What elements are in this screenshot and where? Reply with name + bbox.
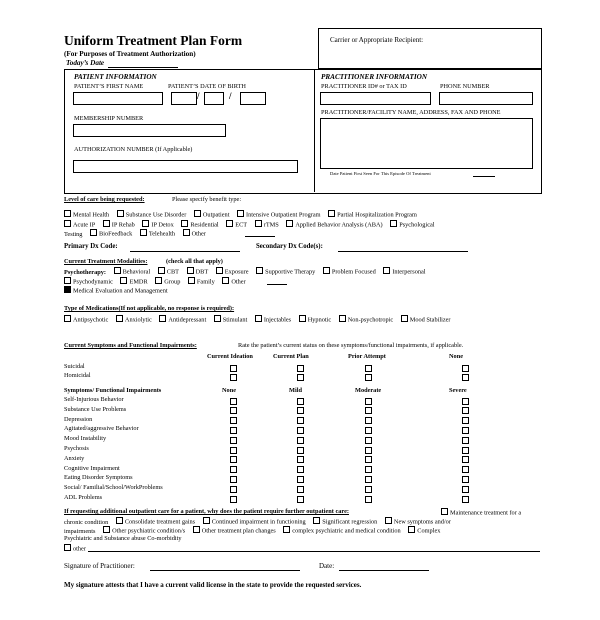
severity-checkbox[interactable] xyxy=(297,466,304,473)
checkbox[interactable] xyxy=(193,526,200,533)
severity-checkbox[interactable] xyxy=(297,496,304,503)
risk-checkbox[interactable] xyxy=(297,365,304,372)
checkbox[interactable] xyxy=(383,267,390,274)
fc-continued-impairment[interactable]: Continued impairment in functioning xyxy=(203,517,306,527)
checkbox[interactable] xyxy=(401,315,408,322)
modalities-row-1 xyxy=(64,267,432,277)
mod-problem-focused[interactable]: Problem Focused xyxy=(323,267,376,277)
loc-ip-detox[interactable]: IP Detox xyxy=(142,220,173,230)
row-homicidal: Homicidal xyxy=(64,372,91,379)
severity-checkbox[interactable] xyxy=(365,486,372,493)
mod-behavioral[interactable]: Behavioral xyxy=(114,267,151,277)
col-mild: Mild xyxy=(289,387,302,394)
col-current-plan: Current Plan xyxy=(273,353,309,360)
checkbox[interactable] xyxy=(237,210,244,217)
col-none-2: None xyxy=(222,387,236,394)
modalities-row-3 xyxy=(64,286,174,296)
severity-checkbox[interactable] xyxy=(230,398,237,405)
checkbox[interactable] xyxy=(103,220,110,227)
mod-medical-evaluation[interactable]: Medical Evaluation and Management xyxy=(64,286,168,296)
severity-checkbox[interactable] xyxy=(230,496,237,503)
practitioner-id-field[interactable] xyxy=(320,92,431,105)
symptom-row-label: Social/ Familial/School/WorkProblems xyxy=(64,484,163,492)
severity-checkbox[interactable] xyxy=(365,476,372,483)
checkbox[interactable] xyxy=(323,267,330,274)
medications-heading: Type of Medications(If not applicable, no response is required): xyxy=(64,305,235,312)
mod-interpersonal[interactable]: Interpersonal xyxy=(383,267,425,277)
level-of-care-instruction: Please specify benefit type: xyxy=(172,196,242,203)
secondary-dx-label: Secondary Dx Code(s): xyxy=(256,243,323,250)
patient-heading: PATIENT INFORMATION xyxy=(74,73,157,81)
mod-group[interactable]: Group xyxy=(155,277,180,287)
authorization-label: AUTHORIZATION NUMBER (If Applicable) xyxy=(74,146,193,153)
dob-year-field[interactable] xyxy=(240,92,266,105)
severity-checkbox[interactable] xyxy=(230,417,237,424)
severity-checkbox[interactable] xyxy=(230,447,237,454)
severity-checkbox[interactable] xyxy=(297,476,304,483)
loc-partial-hospitalization[interactable]: Partial Hospitalization Program xyxy=(328,210,417,220)
mod-exposure[interactable]: Exposure xyxy=(216,267,249,277)
severity-checkbox[interactable] xyxy=(297,398,304,405)
severity-checkbox[interactable] xyxy=(462,466,469,473)
severity-checkbox[interactable] xyxy=(365,407,372,414)
carrier-label: Carrier or Appropriate Recipient: xyxy=(330,36,424,44)
loc-aba[interactable]: Applied Behavior Analysis (ABA) xyxy=(286,220,382,230)
severity-checkbox[interactable] xyxy=(462,407,469,414)
facility-label: PRACTITIONER/FACILITY NAME, ADDRESS, FAX AND PHONE xyxy=(321,109,501,116)
symptom-row-label: Eating Disorder Symptoms xyxy=(64,474,133,482)
patient-first-name-label: PATIENT’S FIRST NAME xyxy=(74,83,144,90)
checkbox[interactable] xyxy=(328,210,335,217)
severity-checkbox[interactable] xyxy=(365,456,372,463)
risk-checkbox[interactable] xyxy=(462,365,469,372)
further-care-other-line[interactable] xyxy=(88,551,540,552)
checkbox[interactable] xyxy=(158,267,165,274)
checkbox[interactable] xyxy=(255,220,262,227)
loc-telehealth[interactable]: Telehealth xyxy=(140,229,175,239)
loc-intensive-outpatient[interactable]: Intensive Outpatient Program xyxy=(237,210,321,220)
mod-other[interactable]: Other xyxy=(222,277,245,287)
symptom-row-label: ADL Problems xyxy=(64,494,103,501)
col-moderate: Moderate xyxy=(355,387,382,394)
level-of-care-row-3 xyxy=(64,229,212,239)
checkbox[interactable] xyxy=(188,277,195,284)
loc-other[interactable]: Other xyxy=(183,229,206,239)
loc-rtms[interactable]: rTMS xyxy=(255,220,279,230)
severity-checkbox[interactable] xyxy=(462,476,469,483)
severity-checkbox[interactable] xyxy=(230,486,237,493)
col-current-ideation: Current Ideation xyxy=(207,353,253,360)
severity-checkbox[interactable] xyxy=(297,417,304,424)
severity-checkbox[interactable] xyxy=(462,486,469,493)
checkbox[interactable] xyxy=(116,517,123,524)
phone-field[interactable] xyxy=(439,92,533,105)
maintenance-item[interactable]: Maintenance treatment for a xyxy=(441,508,521,518)
mod-other-line[interactable] xyxy=(267,284,287,285)
severity-checkbox[interactable] xyxy=(365,437,372,444)
fc-complex-medical[interactable]: complex psychiatric and medical condition xyxy=(283,526,400,536)
checkbox[interactable] xyxy=(159,315,166,322)
severity-checkbox[interactable] xyxy=(230,476,237,483)
fc-other-psychiatric[interactable]: Other psychiatric condition/s xyxy=(103,526,185,536)
severity-checkbox[interactable] xyxy=(297,456,304,463)
mod-dbt[interactable]: DBT xyxy=(187,267,209,277)
severity-checkbox[interactable] xyxy=(297,447,304,454)
checkbox[interactable] xyxy=(226,220,233,227)
checkbox[interactable] xyxy=(313,517,320,524)
checkbox[interactable] xyxy=(140,229,147,236)
authorization-field[interactable] xyxy=(73,160,298,173)
severity-checkbox[interactable] xyxy=(365,447,372,454)
symptom-row-label: Substance Use Problems xyxy=(64,405,127,413)
psychotherapy-label: Psychotherapy: xyxy=(64,268,106,276)
severity-checkbox[interactable] xyxy=(230,437,237,444)
loc-ect[interactable]: ECT xyxy=(226,220,247,230)
modalities-note: (check all that apply) xyxy=(166,258,223,265)
mod-emdr[interactable]: EMDR xyxy=(120,277,147,287)
checkbox[interactable] xyxy=(255,315,262,322)
loc-other-line[interactable] xyxy=(245,236,275,237)
mod-psychodynamic[interactable]: Psychodynamic xyxy=(64,277,113,287)
med-stimulant[interactable]: Stimulant xyxy=(214,315,248,325)
level-of-care-heading: Level of care being requested: xyxy=(64,196,145,203)
checkbox[interactable] xyxy=(117,210,124,217)
todays-date-line[interactable] xyxy=(108,67,178,68)
fc-impairments: impairments xyxy=(64,527,96,535)
symptom-row-label: Psychosis xyxy=(64,445,89,452)
severity-checkbox[interactable] xyxy=(230,407,237,414)
symptom-row-label: Self-Injurious Behavior xyxy=(64,396,124,403)
risk-checkbox[interactable] xyxy=(365,374,372,381)
med-non-psychotropic[interactable]: Non-psychotropic xyxy=(339,315,393,325)
info-divider xyxy=(314,70,315,192)
med-antipsychotic[interactable]: Antipsychotic xyxy=(64,315,108,325)
signature-attestation: My signature attests that I have a current valid license in the state to provide the requested services. xyxy=(64,581,362,589)
col-prior-attempt: Prior Attempt xyxy=(348,353,386,360)
loc-residential[interactable]: Residential xyxy=(181,220,218,230)
loc-ip-rehab[interactable]: IP Rehab xyxy=(103,220,135,230)
checkbox[interactable] xyxy=(64,277,71,284)
checkbox[interactable] xyxy=(299,315,306,322)
checkbox[interactable] xyxy=(408,526,415,533)
loc-testing: Testing xyxy=(64,230,83,238)
severity-checkbox[interactable] xyxy=(365,417,372,424)
checkbox[interactable] xyxy=(114,267,121,274)
signature-label: Signature of Practitioner: xyxy=(64,562,135,570)
facility-field[interactable] xyxy=(320,118,533,169)
severity-checkbox[interactable] xyxy=(365,496,372,503)
severity-checkbox[interactable] xyxy=(297,407,304,414)
checkbox[interactable] xyxy=(64,544,71,551)
severity-checkbox[interactable] xyxy=(365,427,372,434)
loc-mental-health[interactable]: Mental Health xyxy=(64,210,109,220)
med-hypnotic[interactable]: Hypnotic xyxy=(299,315,331,325)
date-first-seen-label: Date Patient First Seen For This Episode Of Treatment xyxy=(330,171,431,176)
med-mood-stabilizer[interactable]: Mood Stabilizer xyxy=(401,315,451,325)
dob-sep-1: / xyxy=(197,91,200,101)
further-care-heading: If requesting additional outpatient care for a patient, why does the patient require further outpatient care: xyxy=(64,508,349,515)
checkbox[interactable] xyxy=(187,267,194,274)
further-care-row-3 xyxy=(64,535,188,543)
risk-checkbox[interactable] xyxy=(230,374,237,381)
checkbox[interactable] xyxy=(339,315,346,322)
severity-checkbox[interactable] xyxy=(297,437,304,444)
fc-plan-changes[interactable]: Other treatment plan changes xyxy=(193,526,276,536)
loc-outpatient[interactable]: Outpatient xyxy=(194,210,230,220)
patient-dob-label: PATIENT’S DATE OF BIRTH xyxy=(168,83,246,90)
section-symptoms-impairments: Symptoms/ Functional Impairments xyxy=(64,387,162,394)
secondary-dx-line[interactable] xyxy=(338,251,468,252)
mod-cbt[interactable]: CBT xyxy=(158,267,179,277)
severity-checkbox[interactable] xyxy=(462,398,469,405)
checkbox[interactable] xyxy=(203,517,210,524)
checkbox[interactable] xyxy=(441,508,448,515)
checkbox[interactable] xyxy=(283,526,290,533)
severity-checkbox[interactable] xyxy=(462,417,469,424)
todays-date-label: Today’s Date xyxy=(66,59,105,67)
phone-label: PHONE NUMBER xyxy=(440,83,490,90)
signature-date-line[interactable] xyxy=(339,570,429,571)
severity-checkbox[interactable] xyxy=(297,486,304,493)
practitioner-heading: PRACTITIONER INFORMATION xyxy=(321,73,428,81)
practitioner-id-label: PRACTITIONER ID# or TAX ID xyxy=(321,83,407,90)
checkbox[interactable] xyxy=(103,526,110,533)
dob-sep-2: / xyxy=(229,91,232,101)
form-title: Uniform Treatment Plan Form xyxy=(64,33,243,48)
medications-row xyxy=(64,315,457,325)
severity-checkbox[interactable] xyxy=(297,427,304,434)
risk-checkbox[interactable] xyxy=(297,374,304,381)
severity-checkbox[interactable] xyxy=(365,398,372,405)
symptoms-heading: Current Symptoms and Functional Impairments: xyxy=(64,342,197,349)
checkbox[interactable] xyxy=(90,229,97,236)
severity-checkbox[interactable] xyxy=(462,447,469,454)
severity-checkbox[interactable] xyxy=(365,466,372,473)
dob-month-field[interactable] xyxy=(171,92,197,105)
severity-checkbox[interactable] xyxy=(462,496,469,503)
symptom-row-label: Anxiety xyxy=(64,454,85,462)
risk-checkbox[interactable] xyxy=(365,365,372,372)
severity-checkbox[interactable] xyxy=(230,466,237,473)
checkbox[interactable] xyxy=(181,220,188,227)
checkbox[interactable] xyxy=(214,315,221,322)
checkbox[interactable] xyxy=(385,517,392,524)
level-of-care-row-1 xyxy=(64,210,423,220)
severity-checkbox[interactable] xyxy=(462,456,469,463)
checkbox[interactable] xyxy=(183,229,190,236)
mod-supportive[interactable]: Supportive Therapy xyxy=(256,267,315,277)
med-injectables[interactable]: Injectables xyxy=(255,315,291,325)
signature-date-label: Date: xyxy=(319,562,335,570)
checkbox[interactable] xyxy=(64,210,71,217)
col-severe: Severe xyxy=(449,387,467,394)
checkbox[interactable] xyxy=(194,210,201,217)
symptom-row-label: Agitated/aggressive Behavior xyxy=(64,425,139,433)
severity-checkbox[interactable] xyxy=(230,456,237,463)
fc-chronic-condition: chronic condition xyxy=(64,518,109,526)
med-anxiolytic[interactable]: Anxiolytic xyxy=(116,315,152,325)
checkbox[interactable] xyxy=(222,277,229,284)
checkbox[interactable] xyxy=(286,220,293,227)
checkbox[interactable] xyxy=(142,220,149,227)
risk-checkbox[interactable] xyxy=(230,365,237,372)
severity-checkbox[interactable] xyxy=(230,427,237,434)
checkbox[interactable] xyxy=(216,267,223,274)
col-none-1: None xyxy=(449,353,463,360)
symptoms-instruction: Rate the patient’s current status on these symptoms/functional impairments, if applicable. xyxy=(238,342,464,349)
primary-dx-label: Primary Dx Code: xyxy=(64,243,118,250)
checkbox[interactable] xyxy=(116,315,123,322)
patient-first-name-field[interactable] xyxy=(73,92,163,105)
symptom-row-label: Depression xyxy=(64,415,93,423)
mod-family[interactable]: Family xyxy=(188,277,215,287)
carrier-box[interactable] xyxy=(318,28,542,69)
form-subtitle: (For Purposes of Treatment Authorization) xyxy=(64,50,196,58)
loc-substance-use[interactable]: Substance Use Disorder xyxy=(117,210,187,220)
fc-new-symptoms[interactable]: New symptoms and/or xyxy=(385,517,451,527)
fc-consolidate[interactable]: Consolidate treatment gains xyxy=(116,517,195,527)
modalities-heading: Current Treatment Modalities: xyxy=(64,258,148,265)
severity-checkbox[interactable] xyxy=(462,427,469,434)
checkbox[interactable] xyxy=(64,315,71,322)
date-first-seen-line[interactable] xyxy=(473,176,495,177)
checkbox[interactable] xyxy=(64,286,71,293)
checkbox[interactable] xyxy=(390,220,397,227)
checkbox[interactable] xyxy=(256,267,263,274)
fc-significant-regression[interactable]: Significant regression xyxy=(313,517,377,527)
checkbox[interactable] xyxy=(64,220,71,227)
loc-acute-ip[interactable]: Acute IP xyxy=(64,220,95,230)
loc-psychological[interactable]: Psychological xyxy=(390,220,434,230)
checkbox[interactable] xyxy=(155,277,162,284)
further-care-other[interactable]: other xyxy=(64,544,86,554)
primary-dx-line[interactable] xyxy=(130,251,240,252)
fc-comorbidity: Psychiatric and Substance abuse Co-morbidity xyxy=(64,535,182,542)
membership-label: MEMBERSHIP NUMBER xyxy=(74,115,144,122)
membership-field[interactable] xyxy=(73,124,226,137)
fc-complex[interactable]: Complex xyxy=(408,526,440,536)
med-antidepressant[interactable]: Antidepressant xyxy=(159,315,206,325)
loc-biofeedback[interactable]: BioFeedback xyxy=(90,229,132,239)
symptom-row-label: Cognitive Impairment xyxy=(64,464,120,472)
severity-checkbox[interactable] xyxy=(462,437,469,444)
symptom-row-label: Mood Instability xyxy=(64,435,107,443)
row-suicidal: Suicidal xyxy=(64,363,85,370)
dob-day-field[interactable] xyxy=(204,92,224,105)
risk-checkbox[interactable] xyxy=(462,374,469,381)
signature-line[interactable] xyxy=(150,570,300,571)
checkbox[interactable] xyxy=(120,277,127,284)
